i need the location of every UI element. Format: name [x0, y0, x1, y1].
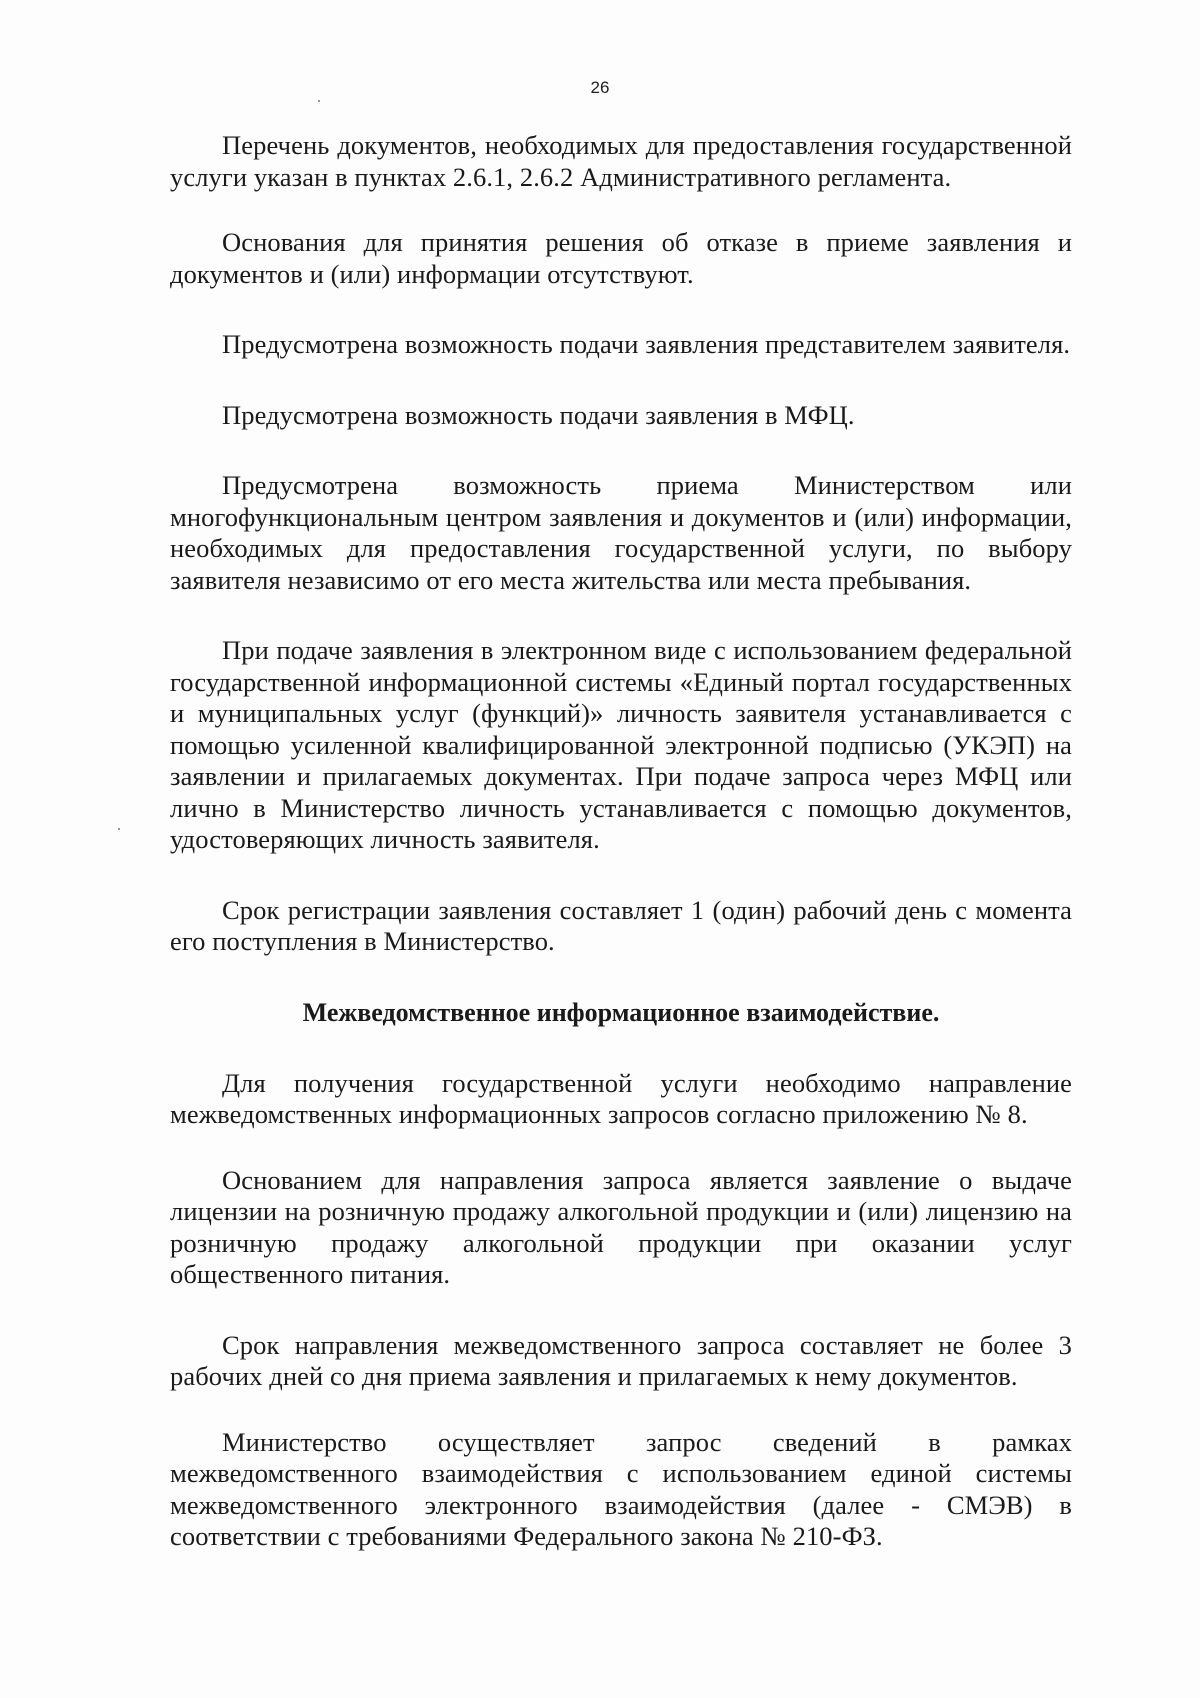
- paragraph-request-basis: Основанием для направления запроса является заявление о выдаче лицензии на розничную продажу алкогольной продукции и (или) лицензию на розничную продажу алкогольной продукции при оказании услуг общественного питания.: [170, 1164, 1072, 1289]
- document-body: [170, 130, 1072, 1592]
- paragraph-mfc: Предусмотрена возможность подачи заявления в МФЦ.: [222, 399, 855, 430]
- paragraph-interagency-requests: Для получения государственной услуги необходимо направление межведомственных информационных запросов согласно приложению № 8.: [170, 1067, 1072, 1129]
- scan-speck: [318, 100, 320, 102]
- paragraph-identity: При подаче заявления в электронном виде с использованием федеральной государственной информационной системы «Единый портал государственных и муниципальных услуг (функций)» личность заявителя устанавливается с помощью усиленной квалифицированной электронной подписью (УКЭП) на заявлении и прилагаемых документах. При подаче запроса через МФЦ или лично в Министерство личность устанавливается с помощью документов, удостоверяющих личность заявителя.: [170, 635, 1072, 854]
- paragraph-representative: Предусмотрена возможность подачи заявления представителем заявителя.: [222, 329, 1071, 359]
- paragraph-extraterritorial: Предусмотрена возможность приема Министерством или многофункциональным центром заявления и документов и (или) информации, необходимых для предоставления государственной услуги, по выбору заявителя независимо от его места жительства или места пребывания.: [170, 470, 1072, 595]
- section-heading: Межведомственное информационное взаимодействие.: [302, 997, 940, 1027]
- paragraph-request-term: Срок направления межведомственного запроса составляет не более 3 рабочих дней со дня приема заявления и прилагаемых к нему документов.: [170, 1329, 1072, 1391]
- paragraph-refusal-grounds: Основания для принятия решения об отказе в приеме заявления и документов и (или) информации отсутствуют.: [170, 227, 1072, 289]
- paragraph-smev: Министерство осуществляет запрос сведений в рамках межведомственного взаимодействия с использованием единой системы межведомственного электронного взаимодействия (далее - СМЭВ) в соответствии с требованиями Федерального закона № 210-ФЗ.: [170, 1426, 1072, 1551]
- scan-speck: [118, 828, 120, 830]
- paragraph-documents-list: Перечень документов, необходимых для предоставления государственной услуги указан в пунктах 2.6.1, 2.6.2 Административного регламента.: [170, 130, 1072, 192]
- page-number: 26: [590, 78, 610, 97]
- paragraph-registration-term: Срок регистрации заявления составляет 1 (один) рабочий день с момента его поступления в Министерство.: [170, 894, 1072, 956]
